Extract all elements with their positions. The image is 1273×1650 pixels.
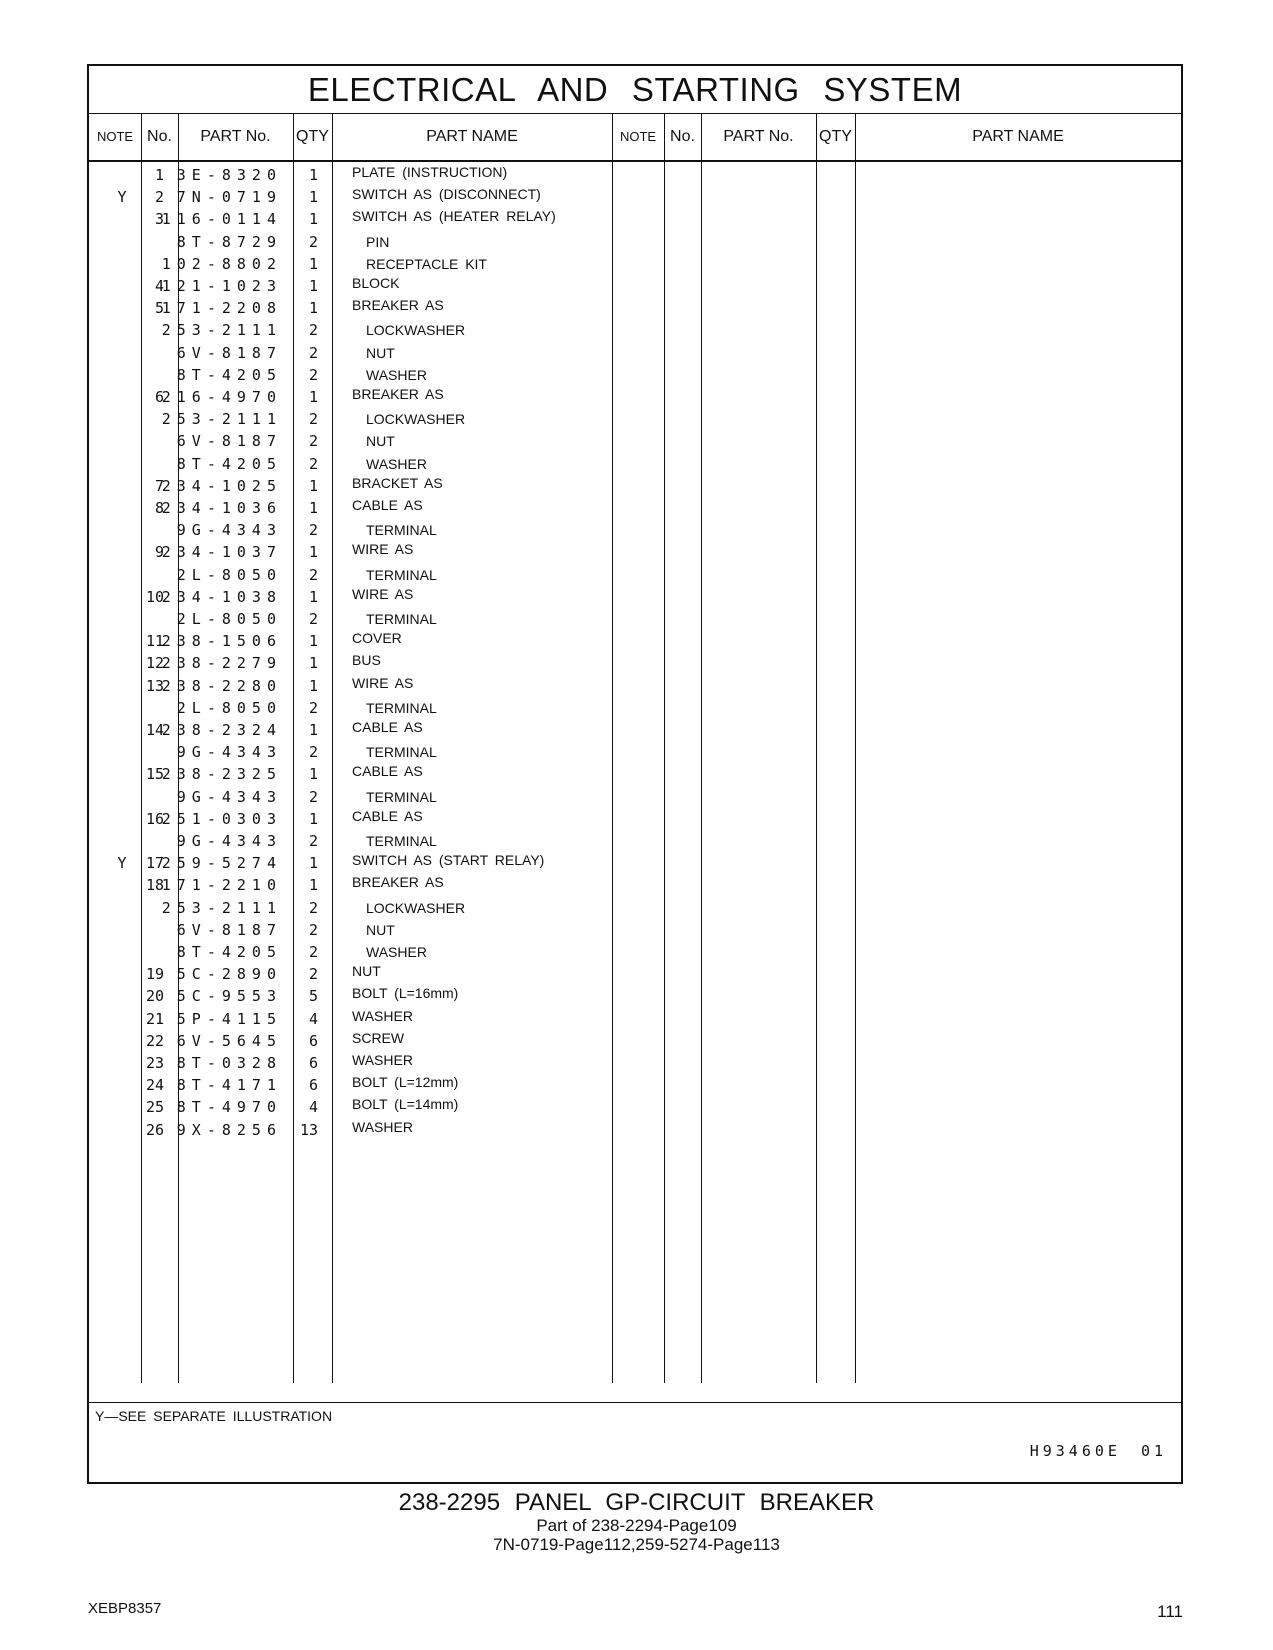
part-name: BREAKER AS — [352, 297, 444, 314]
item-number: 5 — [154, 299, 164, 318]
quantity: 6 — [308, 1054, 318, 1072]
item-number: 23 — [145, 1054, 164, 1072]
part-name: NUT — [366, 344, 395, 361]
quantity: 2 — [308, 232, 318, 251]
table-row — [0, 342, 1273, 364]
table-row — [0, 786, 1273, 808]
quantity: 2 — [308, 565, 318, 584]
part-number: 102-8802 — [161, 254, 282, 273]
quantity: 1 — [308, 476, 318, 495]
part-name: COVER — [352, 630, 402, 647]
part-number: 5P-4115 — [176, 1009, 282, 1028]
part-number: 7N-0719 — [176, 188, 282, 207]
part-number: 253-2111 — [161, 410, 282, 429]
item-number: 25 — [145, 1098, 164, 1117]
part-name: NUT — [366, 433, 395, 450]
item-number: 6 — [154, 388, 164, 406]
table-row — [0, 253, 1273, 275]
item-number: 22 — [145, 1031, 164, 1050]
part-number: 238-1506 — [161, 632, 282, 651]
part-name: WASHER — [352, 1118, 413, 1135]
part-name: NUT — [366, 921, 395, 938]
table-row — [0, 208, 1273, 230]
quantity: 2 — [308, 343, 318, 362]
quantity: 2 — [308, 698, 318, 717]
item-number: 14 — [145, 721, 164, 739]
part-name: CABLE AS — [352, 497, 423, 513]
table-row — [0, 963, 1273, 985]
table-row — [0, 741, 1273, 763]
part-number: 9G-4343 — [176, 521, 282, 540]
part-name: BLOCK — [352, 275, 400, 291]
item-number: 7 — [154, 476, 164, 495]
table-row — [0, 897, 1273, 919]
part-number: 9G-4343 — [176, 832, 282, 850]
header-part-name-left: PART NAME — [426, 128, 518, 145]
table-row — [0, 1030, 1273, 1052]
table-row — [0, 630, 1273, 652]
part-name: WIRE AS — [352, 674, 414, 691]
part-number: 238-2280 — [161, 676, 282, 695]
item-number: 15 — [145, 765, 164, 784]
quantity: 1 — [308, 632, 318, 651]
part-name: BOLT (L=14mm) — [352, 1096, 459, 1113]
table-row — [0, 608, 1273, 630]
part-name: WIRE AS — [352, 541, 414, 558]
part-name: PIN — [366, 233, 390, 250]
table-row — [0, 1096, 1273, 1118]
quantity: 1 — [308, 277, 318, 295]
quantity: 2 — [308, 832, 318, 850]
quantity: 2 — [308, 454, 318, 473]
table-row — [0, 186, 1273, 208]
table-row — [0, 231, 1273, 253]
part-name: BOLT (L=16mm) — [352, 985, 459, 1002]
part-number: 171-2208 — [161, 299, 282, 318]
table-row — [0, 475, 1273, 497]
part-name: RECEPTACLE KIT — [366, 255, 487, 272]
table-row — [0, 453, 1273, 475]
caption-reference-2: 7N-0719-Page112,259-5274-Page113 — [493, 1535, 780, 1554]
header-part-no-right: PART No. — [723, 128, 794, 145]
part-number: 251-0303 — [161, 809, 282, 828]
part-number: 8T-8729 — [176, 232, 282, 251]
part-name: TERMINAL — [366, 744, 437, 761]
quantity: 2 — [308, 743, 318, 762]
table-row — [0, 386, 1273, 408]
part-name: WASHER — [366, 366, 427, 383]
quantity: 1 — [308, 188, 318, 207]
table-row — [0, 1074, 1273, 1096]
quantity: 1 — [308, 854, 318, 873]
quantity: 1 — [308, 654, 318, 673]
table-row — [0, 586, 1273, 608]
item-number: 26 — [145, 1120, 164, 1139]
part-number: 253-2111 — [161, 898, 282, 917]
quantity: 6 — [308, 1076, 318, 1095]
table-title: ELECTRICAL AND STARTING SYSTEM — [89, 66, 1181, 114]
part-name: WASHER — [352, 1052, 413, 1068]
part-number: 2L-8050 — [176, 698, 282, 717]
part-number: 121-1023 — [161, 277, 282, 295]
table-row — [0, 874, 1273, 896]
part-name: BREAKER AS — [352, 386, 444, 402]
table-row — [0, 941, 1273, 963]
table-row — [0, 564, 1273, 586]
part-number: 259-5274 — [161, 854, 282, 873]
part-name: TERMINAL — [366, 788, 437, 805]
table-row — [0, 652, 1273, 674]
part-name: CABLE AS — [352, 719, 423, 735]
quantity: 5 — [308, 987, 318, 1006]
quantity: 13 — [299, 1120, 318, 1139]
note-cell: Y — [117, 188, 127, 207]
item-number: 24 — [145, 1076, 164, 1095]
part-name: WASHER — [366, 944, 427, 960]
part-name: WIRE AS — [352, 585, 414, 602]
table-row — [0, 519, 1273, 541]
item-number: 8 — [154, 499, 164, 517]
quantity: 2 — [308, 610, 318, 628]
part-number: 238-2279 — [161, 654, 282, 673]
table-row — [0, 675, 1273, 697]
table-row — [0, 919, 1273, 941]
quantity: 1 — [308, 388, 318, 406]
table-row — [0, 697, 1273, 719]
page-number: 111 — [1157, 1602, 1183, 1621]
part-name: LOCKWASHER — [366, 411, 466, 428]
group-caption-title: 238-2295 PANEL GP-CIRCUIT BREAKER — [398, 1489, 875, 1516]
part-number: 9G-4343 — [176, 743, 282, 762]
header-no-left: No. — [147, 128, 172, 145]
item-number: 20 — [145, 987, 164, 1006]
table-row — [0, 830, 1273, 852]
item-number: 4 — [154, 277, 164, 295]
part-number: 8T-4970 — [176, 1098, 282, 1117]
quantity: 2 — [308, 321, 318, 340]
quantity: 2 — [308, 920, 318, 939]
note-cell: Y — [117, 854, 127, 873]
part-name: TERMINAL — [366, 833, 437, 849]
table-row — [0, 719, 1273, 741]
table-row — [0, 430, 1273, 452]
part-name: TERMINAL — [366, 611, 437, 627]
item-number: 12 — [145, 654, 164, 673]
table-row — [0, 297, 1273, 319]
header-note-right: NOTE — [619, 129, 657, 144]
quantity: 1 — [308, 210, 318, 229]
part-number: 8T-4205 — [176, 454, 282, 473]
part-name: CABLE AS — [352, 763, 423, 780]
item-number: 13 — [145, 676, 164, 695]
table-header-row — [89, 113, 1181, 162]
revision-number: 01 — [1140, 1442, 1167, 1460]
part-name: WASHER — [352, 1007, 413, 1024]
item-number: 21 — [145, 1009, 164, 1028]
item-number: 10 — [145, 587, 164, 606]
part-number: 238-2325 — [161, 765, 282, 784]
quantity: 1 — [308, 721, 318, 739]
part-name: SCREW — [352, 1029, 405, 1046]
quantity: 2 — [308, 410, 318, 429]
part-name: BREAKER AS — [352, 874, 444, 891]
part-number: 8T-4171 — [176, 1076, 282, 1095]
table-row — [0, 763, 1273, 785]
header-note-left: NOTE — [96, 129, 134, 144]
item-number: 1 — [154, 166, 164, 184]
quantity: 1 — [308, 676, 318, 695]
part-number: 234-1038 — [161, 587, 282, 606]
quantity: 2 — [308, 365, 318, 384]
caption-reference-1: Part of 238-2294-Page109 — [536, 1516, 737, 1535]
quantity: 1 — [308, 299, 318, 318]
part-name: PLATE (INSTRUCTION) — [352, 164, 508, 180]
part-name: TERMINAL — [366, 699, 437, 716]
item-number: 17 — [145, 854, 164, 873]
part-name: SWITCH AS (DISCONNECT) — [352, 186, 541, 203]
part-name: BRACKET AS — [352, 474, 443, 491]
item-number: 18 — [145, 876, 164, 895]
footnote: Y—SEE SEPARATE ILLUSTRATION — [95, 1408, 333, 1424]
quantity: 1 — [308, 765, 318, 784]
header-qty-left: QTY — [296, 128, 329, 145]
part-name: TERMINAL — [366, 566, 437, 583]
part-number: 8T-0328 — [176, 1054, 282, 1072]
drawing-code — [1030, 1442, 1167, 1460]
quantity: 1 — [308, 876, 318, 895]
part-number: 3E-8320 — [176, 166, 282, 184]
item-number: 16 — [145, 809, 164, 828]
part-number: 116-0114 — [161, 210, 282, 229]
table-body-bottom-rule — [89, 1402, 1181, 1403]
quantity: 2 — [308, 898, 318, 917]
quantity: 2 — [308, 943, 318, 961]
part-number: 171-2210 — [161, 876, 282, 895]
table-row — [0, 1119, 1273, 1141]
part-name: CABLE AS — [352, 807, 423, 824]
quantity: 2 — [308, 787, 318, 806]
item-number: 19 — [145, 965, 164, 984]
part-number: 9G-4343 — [176, 787, 282, 806]
quantity: 1 — [308, 809, 318, 828]
part-name: TERMINAL — [366, 522, 437, 539]
table-row — [0, 1052, 1273, 1074]
part-number: 234-1036 — [161, 499, 282, 517]
table-row — [0, 852, 1273, 874]
part-number: 5C-2890 — [176, 965, 282, 984]
quantity: 1 — [308, 543, 318, 562]
header-part-name-right: PART NAME — [972, 128, 1064, 145]
part-number: 216-4970 — [161, 388, 282, 406]
part-number: 234-1025 — [161, 476, 282, 495]
table-row — [0, 164, 1273, 186]
part-number: 6V-8187 — [176, 432, 282, 451]
part-number: 253-2111 — [161, 321, 282, 340]
header-qty-right: QTY — [819, 128, 852, 145]
quantity: 6 — [308, 1031, 318, 1050]
item-number: 11 — [145, 632, 164, 651]
part-number: 8T-4205 — [176, 365, 282, 384]
part-number: 6V-8187 — [176, 343, 282, 362]
quantity: 2 — [308, 521, 318, 540]
part-number: 234-1037 — [161, 543, 282, 562]
item-number: 3 — [154, 210, 164, 229]
part-number: 238-2324 — [161, 721, 282, 739]
table-row — [0, 541, 1273, 563]
part-name: BUS — [352, 652, 381, 669]
part-number: 2L-8050 — [176, 610, 282, 628]
table-row — [0, 985, 1273, 1007]
table-row — [0, 275, 1273, 297]
document-id: XEBP8357 — [88, 1600, 162, 1617]
item-number: 2 — [154, 188, 164, 207]
part-name: SWITCH AS (START RELAY) — [352, 852, 545, 869]
drawing-code-id: H93460E — [1029, 1442, 1121, 1460]
part-number: 8T-4205 — [176, 943, 282, 961]
quantity: 1 — [308, 254, 318, 273]
quantity: 1 — [308, 166, 318, 184]
part-name: LOCKWASHER — [366, 899, 466, 916]
header-part-no-left: PART No. — [200, 128, 271, 145]
quantity: 1 — [308, 587, 318, 606]
part-number: 9X-8256 — [176, 1120, 282, 1139]
part-number: 6V-8187 — [176, 920, 282, 939]
table-row — [0, 1008, 1273, 1030]
table-row — [0, 319, 1273, 341]
part-name: WASHER — [366, 455, 427, 472]
item-number: 9 — [154, 543, 164, 562]
part-name: BOLT (L=12mm) — [352, 1074, 459, 1091]
part-name: SWITCH AS (HEATER RELAY) — [352, 208, 556, 225]
quantity: 2 — [308, 965, 318, 984]
quantity: 1 — [308, 499, 318, 517]
quantity: 4 — [308, 1098, 318, 1117]
quantity: 4 — [308, 1009, 318, 1028]
part-name: NUT — [352, 963, 381, 980]
part-number: 6V-5645 — [176, 1031, 282, 1050]
table-row — [0, 364, 1273, 386]
quantity: 2 — [308, 432, 318, 451]
table-row — [0, 497, 1273, 519]
table-row — [0, 408, 1273, 430]
part-number: 2L-8050 — [176, 565, 282, 584]
table-row — [0, 808, 1273, 830]
part-number: 5C-9553 — [176, 987, 282, 1006]
header-no-right: No. — [670, 128, 695, 145]
part-name: LOCKWASHER — [366, 322, 466, 339]
